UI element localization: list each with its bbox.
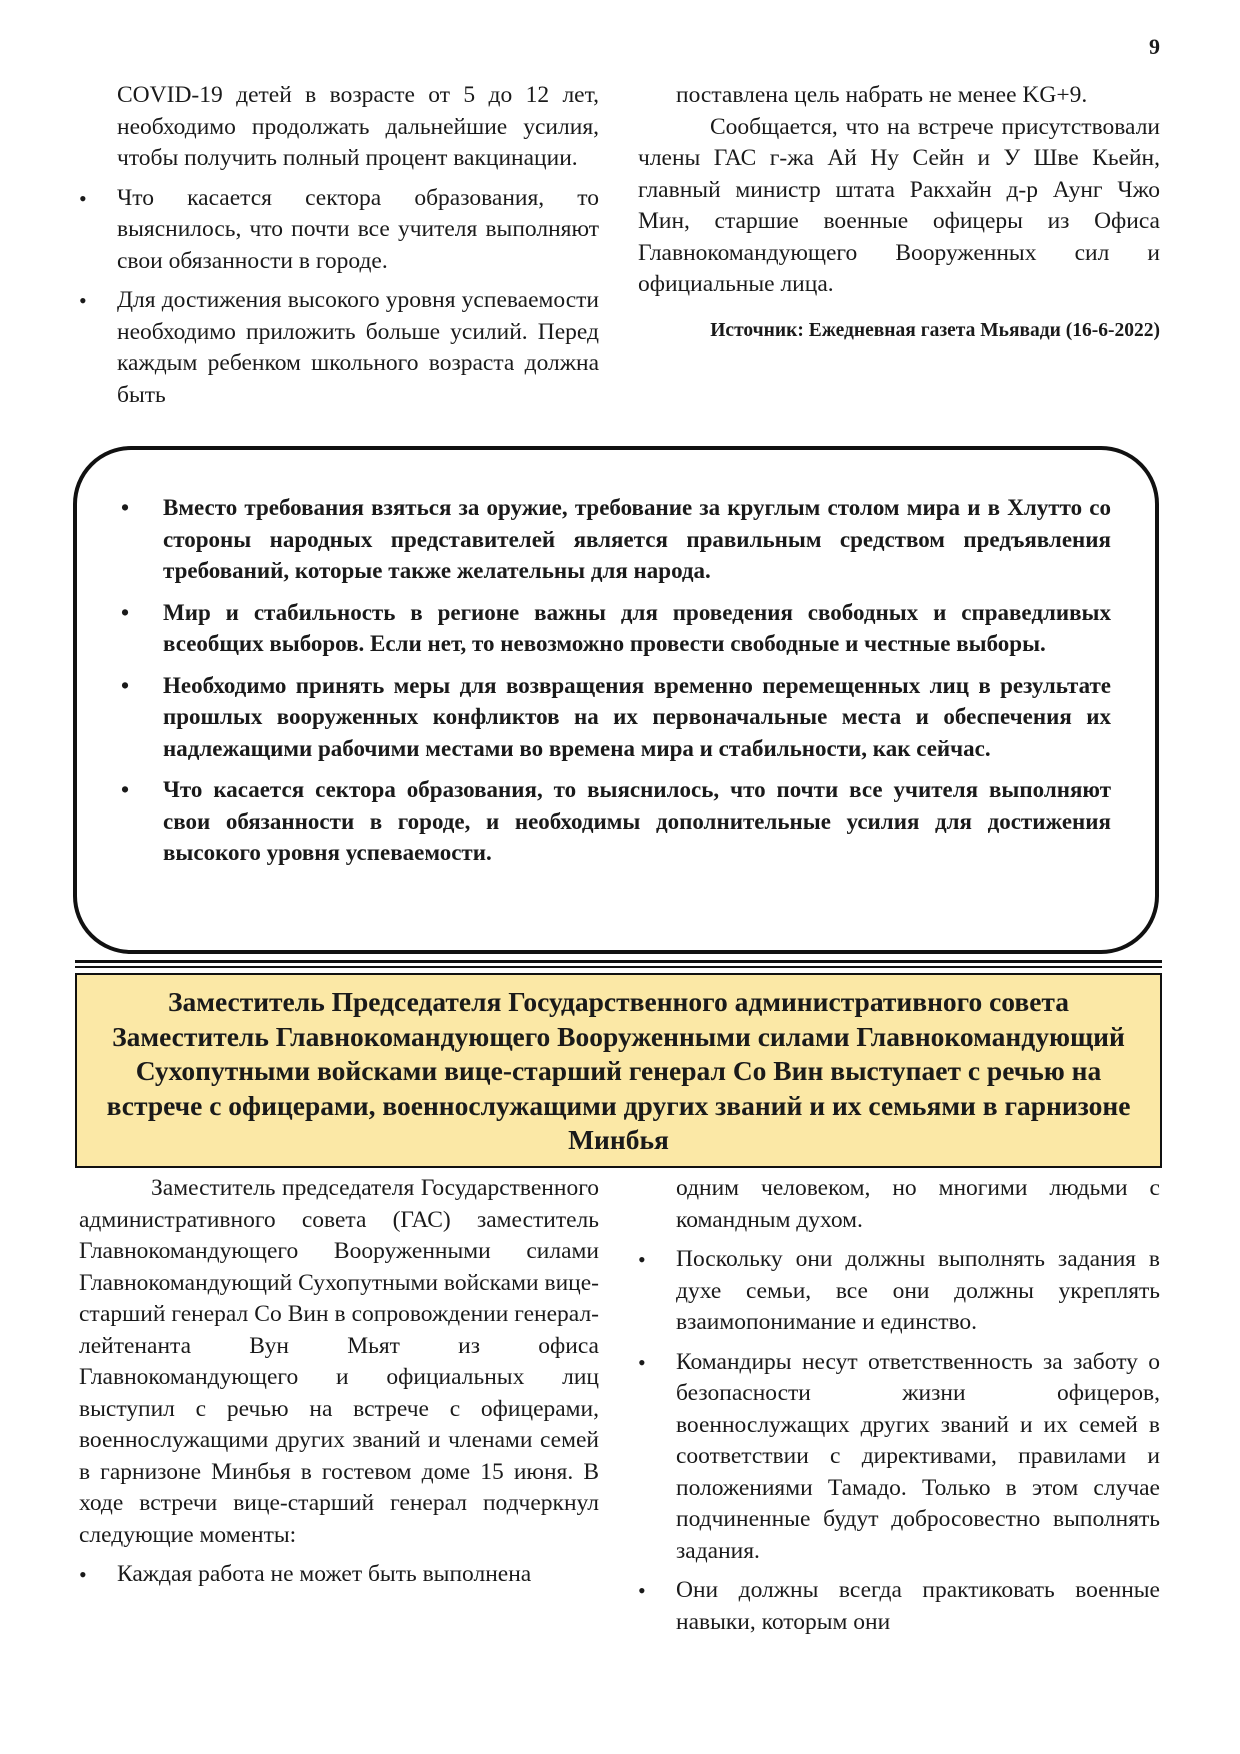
summary-item: • Что касается сектора образования, то выяснилось, что почти все учителя выполняют свои обязанности в городе, и необходимы дополнительные усилия для достижения высокого уровня успеваемости. [121,774,1111,869]
summary-list [121,492,1111,869]
list-item: • Для достижения высокого уровня успеваемости необходимо приложить больше усилий. Перед каждым ребенком школьного возраста должна быть [79,285,599,411]
continued-paragraph: COVID-19 детей в возрасте от 5 до 12 лет, необходимо продолжать дальнейшие усилия, чтобы получить полный процент вакцинации. [117,82,599,171]
bottom-right-column [638,1173,1160,1638]
list-item: • Командиры несут ответственность за заботу о безопасности жизни офицеров, военнослужащих других званий и их семей в соответствии с директивами, правилами и положениями Тамадо. Только в этом случае подчиненные будут добросовестно выполнять задания. [638,1347,1160,1568]
list-item: • Они должны всегда практиковать военные навыки, которым они [638,1575,1160,1638]
section-divider [75,960,1162,968]
summary-item: • Мир и стабильность в регионе важны для проведения свободных и справедливых всеобщих выборов. Если нет, то невозможно провести свободные и честные выборы. [121,597,1111,660]
summary-item: • Вместо требования взяться за оружие, требование за круглым столом мира и в Хлутто со стороны народных представителей является правильным средством предъявления требований, которые также желательны для народа. [121,492,1111,587]
continued-paragraph: поставлена цель набрать не менее KG+9. [676,82,1088,108]
continued-paragraph: одним человеком, но многими людьми с командным духом. [676,1175,1160,1233]
list-item: • Каждая работа не может быть выполнена [79,1559,599,1591]
article-headline: Заместитель Председателя Государственного административного совета Заместитель Главнокомандующего Вооруженными силами Главнокомандующий Сухопутными войсками вице-старший генерал Со Вин выступает с речью на встрече с офицерами, военнослужащими других званий и их семьями в гарнизоне Минбья [75,973,1162,1168]
body-paragraph: Сообщается, что на встрече присутствовали члены ГАС г-жа Ай Ну Сейн и У Шве Кьейн, главный министр штата Ракхайн д-р Аунг Чжо Мин, старшие военные офицеры из Офиса Главнокомандующего Вооруженных сил и официальные лица. [638,113,1160,297]
list-item: • Поскольку они должны выполнять задания в духе семьи, все они должны укреплять взаимопонимание и единство. [638,1244,1160,1339]
summary-box [73,446,1159,954]
summary-item: • Необходимо принять меры для возвращения временно перемещенных лиц в результате прошлых вооруженных конфликтов на их первоначальные места и обеспечения их надлежащими рабочими местами во времена мира и стабильности, как сейчас. [121,670,1111,765]
page-number: 9 [1149,34,1160,59]
list-item: • Что касается сектора образования, то выяснилось, что почти все учителя выполняют свои обязанности в городе. [79,183,599,278]
bullet-list [79,1559,599,1591]
source-citation: Источник: Ежедневная газета Мьявади (16-6-2022) [710,319,1160,341]
top-left-column [79,80,599,411]
body-paragraph: Заместитель председателя Государственного административного совета (ГАС) заместитель Главнокомандующего Вооруженными силами Главнокомандующий Сухопутными войсками вице-старший генерал Со Вин в сопровождении генерал-лейтенанта Вун Мьят из офиса Главнокомандующего и официальных лиц выступил с речью на встрече с офицерами, военнослужащими других званий и членами семей в гарнизоне Минбья в гостевом доме 15 июня. В ходе встречи вице-старший генерал подчеркнул следующие моменты: [79,1175,599,1548]
bottom-left-column [79,1173,599,1591]
top-right-column [638,80,1160,346]
bullet-list [638,1244,1160,1638]
bullet-list [79,183,599,412]
